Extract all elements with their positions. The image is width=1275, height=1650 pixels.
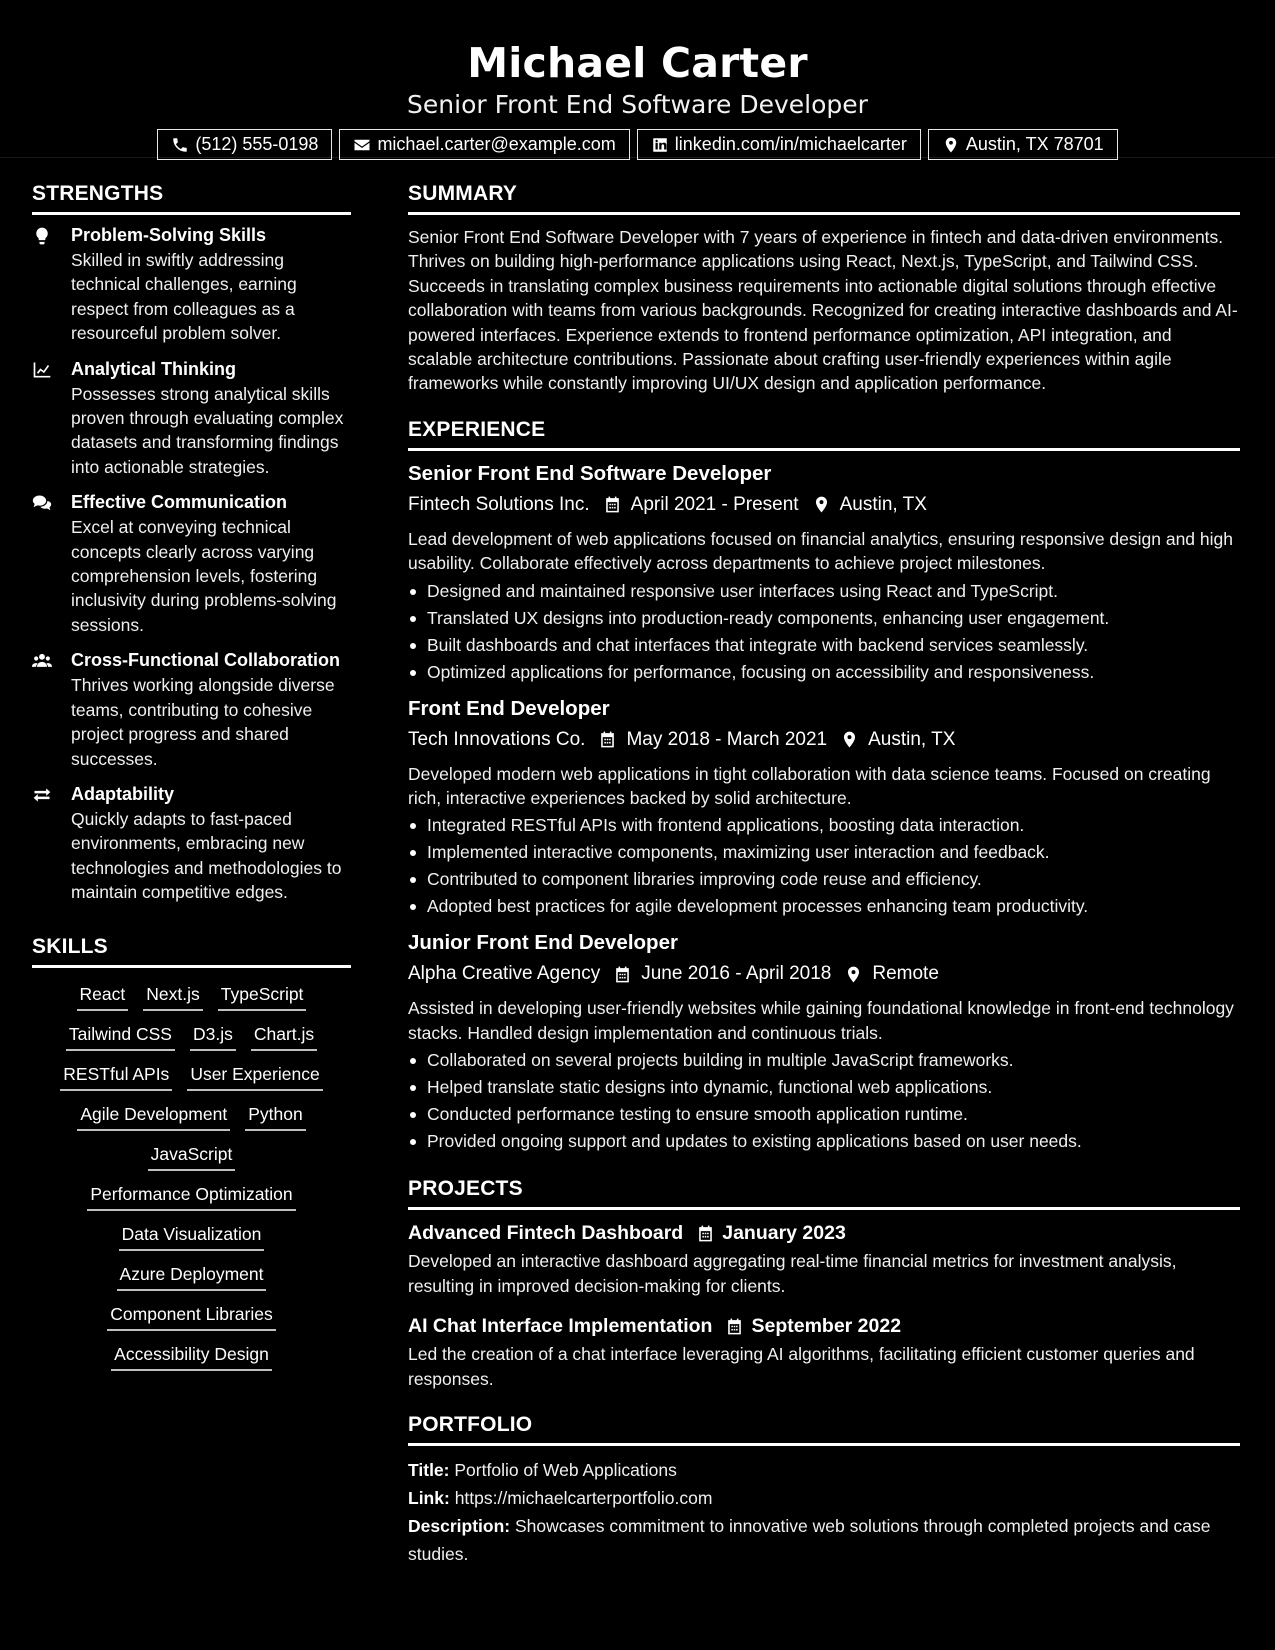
strengths-heading: STRENGTHS <box>32 178 351 215</box>
project-date: September 2022 <box>751 1315 902 1338</box>
contact-email[interactable] <box>339 129 629 160</box>
job-role: Junior Front End Developer <box>408 931 678 955</box>
portfolio-desc-row <box>408 1512 1240 1568</box>
summary-text: Senior Front End Software Developer with 7 years of experience in fintech and data-driven environments. Thrives on building high-performance applications using React, Next.js, TypeScript, and Tailwind CSS. Succeeds in translating complex business requirements into actionable digital solutions through effective collaboration with teams from various backgrounds. Recognized for creating interactive dashboards and AI-powered interfaces. Experience extends to frontend performance optimization, API integration, and scalable architecture contributions. Passionate about crafting user-friendly experiences within agile frameworks while constantly improving UI/UX design and application performance. <box>408 227 1238 394</box>
strength-name: Analytical Thinking <box>71 358 237 379</box>
job-company: Alpha Creative Agency <box>408 963 601 985</box>
lightbulb-icon <box>32 226 52 246</box>
list-item: Designed and maintained responsive user interfaces using React and TypeScript. <box>408 578 1240 605</box>
resume-header <box>0 0 1275 158</box>
contact-linkedin-text: linkedin.com/in/michaelcarter <box>674 134 907 154</box>
strength-name: Effective Communication <box>71 492 288 513</box>
calendar-icon <box>603 495 622 514</box>
strength-item <box>32 357 351 480</box>
contact-phone-text: (512) 555-0198 <box>195 134 319 154</box>
job-entry <box>408 695 1240 921</box>
project-header <box>408 1312 1240 1340</box>
calendar-icon <box>696 1224 715 1243</box>
job-desc: Assisted in developing user-friendly websites while gaining foundational knowledge in front-end technology stacks. Handled design implementation and continuous trials. <box>408 998 1234 1043</box>
project-desc: Led the creation of a chat interface leveraging AI algorithms, facilitating efficient customer queries and responses. <box>408 1344 1195 1389</box>
skill-tag: Azure Deployment <box>117 1262 267 1291</box>
skill-tag: Performance Optimization <box>87 1182 295 1211</box>
skill-tag: D3.js <box>190 1022 236 1051</box>
project-entry <box>408 1312 1240 1391</box>
portfolio-link-row <box>408 1484 1240 1512</box>
strength-item <box>32 223 351 346</box>
contact-linkedin[interactable] <box>637 129 921 160</box>
job-location: Austin, TX <box>868 728 956 750</box>
right-column <box>408 178 1240 1568</box>
candidate-title: Senior Front End Software Developer <box>407 90 868 119</box>
contact-bar <box>0 129 1275 160</box>
job-company: Fintech Solutions Inc. <box>408 493 590 515</box>
strength-desc: Thrives working alongside diverse teams, contributing to cohesive project progress and shared successes. <box>71 675 335 769</box>
portfolio-link-label: Link: <box>408 1487 450 1508</box>
portfolio-title-row <box>408 1456 1240 1484</box>
job-dates: May 2018 - March 2021 <box>626 728 828 750</box>
project-header <box>408 1219 1240 1247</box>
skill-tag: Chart.js <box>251 1022 317 1051</box>
strength-name: Adaptability <box>71 783 175 804</box>
skill-tag: React <box>77 982 129 1011</box>
list-item: Translated UX designs into production-ready components, enhancing user engagement. <box>408 605 1240 632</box>
envelope-icon <box>353 136 371 154</box>
skill-tag: TypeScript <box>218 982 307 1011</box>
project-date: January 2023 <box>722 1222 846 1245</box>
job-dates: June 2016 - April 2018 <box>641 963 832 985</box>
candidate-name: Michael Carter <box>467 39 808 87</box>
list-item: Integrated RESTful APIs with frontend applications, boosting data interaction. <box>408 812 1240 839</box>
contact-email-text: michael.carter@example.com <box>377 134 616 154</box>
project-name: Advanced Fintech Dashboard <box>408 1222 684 1245</box>
map-marker-icon <box>812 495 831 514</box>
skill-tag: Python <box>245 1102 305 1131</box>
exchange-icon <box>32 785 52 805</box>
skills-list <box>32 982 351 1371</box>
job-desc: Developed modern web applications in tight collaboration with data science teams. Focused on creating rich, interactive experiences backed by solid architecture. <box>408 763 1211 809</box>
users-icon <box>32 651 52 671</box>
skill-tag: Next.js <box>143 982 202 1011</box>
list-item: Built dashboards and chat interfaces that integrate with backend services seamlessly. <box>408 632 1240 659</box>
comments-icon <box>32 493 52 513</box>
map-marker-icon <box>840 730 859 749</box>
left-column <box>32 178 351 1371</box>
strength-desc: Excel at conveying technical concepts clearly across varying comprehension levels, fostering inclusivity during problems-solving sessions. <box>71 517 337 635</box>
job-entry <box>408 929 1240 1155</box>
portfolio-heading: PORTFOLIO <box>408 1409 1240 1446</box>
list-item: Contributed to component libraries improving code reuse and efficiency. <box>408 866 1240 893</box>
job-dates: April 2021 - Present <box>630 493 799 515</box>
skill-tag: User Experience <box>187 1062 322 1091</box>
portfolio-desc-label: Description: <box>408 1515 511 1536</box>
phone-icon <box>171 136 189 154</box>
job-role: Front End Developer <box>408 696 610 720</box>
job-location: Austin, TX <box>839 493 927 515</box>
skill-tag: Tailwind CSS <box>66 1022 175 1051</box>
chart-line-icon <box>32 360 52 380</box>
list-item: Helped translate static designs into dynamic, functional web applications. <box>408 1074 1240 1101</box>
list-item: Implemented interactive components, maximizing user interaction and feedback. <box>408 839 1240 866</box>
skill-tag: Component Libraries <box>107 1302 275 1331</box>
portfolio-link[interactable]: https://michaelcarterportfolio.com <box>454 1487 713 1508</box>
list-item: Provided ongoing support and updates to existing applications based on user needs. <box>408 1128 1240 1155</box>
job-meta <box>408 491 1240 519</box>
job-meta <box>408 960 1240 988</box>
skill-tag: Agile Development <box>77 1102 230 1131</box>
list-item: Conducted performance testing to ensure smooth application runtime. <box>408 1101 1240 1128</box>
calendar-icon <box>613 965 632 984</box>
job-location: Remote <box>872 963 939 985</box>
linkedin-icon <box>651 136 669 154</box>
strength-name: Problem-Solving Skills <box>71 225 267 245</box>
map-marker-icon <box>844 965 863 984</box>
project-name: AI Chat Interface Implementation <box>408 1315 713 1338</box>
skill-tag: Accessibility Design <box>111 1342 272 1371</box>
contact-location-text: Austin, TX 78701 <box>965 134 1104 154</box>
list-item: Adopted best practices for agile development processes enhancing team productivity. <box>408 893 1240 920</box>
skill-tag: Data Visualization <box>119 1222 265 1251</box>
strength-item <box>32 490 351 637</box>
experience-heading: EXPERIENCE <box>408 414 1240 451</box>
calendar-icon <box>598 730 617 749</box>
projects-heading: PROJECTS <box>408 1173 1240 1210</box>
job-bullets <box>408 812 1240 920</box>
map-marker-icon <box>942 136 960 154</box>
job-desc: Lead development of web applications focused on financial analytics, ensuring responsive design and high usability. Collaborate effectively across departments to achieve project milestones. <box>408 528 1233 574</box>
contact-phone[interactable] <box>157 129 332 160</box>
project-desc: Developed an interactive dashboard aggregating real-time financial metrics for investment analysis, resulting in improved decision-making for clients. <box>408 1251 1177 1296</box>
portfolio-title-value: Portfolio of Web Applications <box>454 1459 677 1480</box>
job-bullets <box>408 578 1240 686</box>
portfolio-details <box>408 1456 1240 1568</box>
job-role: Senior Front End Software Developer <box>408 461 772 485</box>
job-bullets <box>408 1047 1240 1155</box>
job-meta <box>408 726 1240 754</box>
strength-item <box>32 782 351 905</box>
contact-location[interactable] <box>928 129 1118 160</box>
list-item: Optimized applications for performance, focusing on accessibility and responsiveness. <box>408 659 1240 686</box>
strength-desc: Skilled in swiftly addressing technical challenges, earning respect from colleagues as a resourceful problem solver. <box>71 250 297 344</box>
skill-tag: RESTful APIs <box>60 1062 172 1091</box>
strengths-list <box>32 223 351 905</box>
job-company: Tech Innovations Co. <box>408 728 586 750</box>
list-item: Collaborated on several projects building in multiple JavaScript frameworks. <box>408 1047 1240 1074</box>
portfolio-title-label: Title: <box>408 1459 450 1480</box>
strength-name: Cross-Functional Collaboration <box>71 650 341 671</box>
calendar-icon <box>725 1317 744 1336</box>
project-entry <box>408 1219 1240 1298</box>
strength-desc: Possesses strong analytical skills proven through evaluating complex datasets and transforming findings into actionable strategies. <box>71 383 344 477</box>
skills-heading: SKILLS <box>32 931 351 968</box>
skill-tag: JavaScript <box>148 1142 236 1171</box>
job-entry <box>408 460 1240 686</box>
summary-heading: SUMMARY <box>408 178 1240 215</box>
strength-desc: Quickly adapts to fast-paced environments, embracing new technologies and methodologies to maintain competitive edges. <box>71 808 342 903</box>
strength-item <box>32 648 351 771</box>
portfolio-desc-value: Showcases commitment to innovative web solutions through completed projects and case studies. <box>408 1515 1211 1564</box>
